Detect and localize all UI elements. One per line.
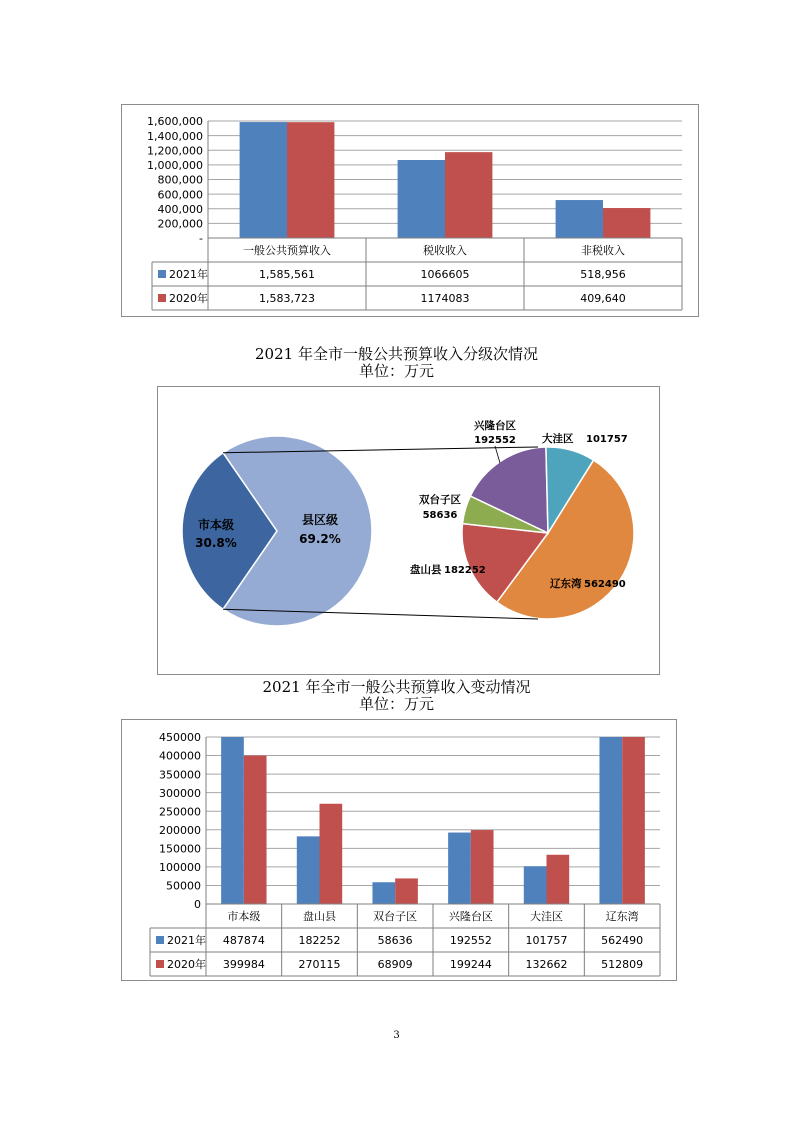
detail-value-dawa: 101757 xyxy=(586,434,628,445)
chart3-bar-2020 xyxy=(244,756,267,904)
detail-value-liaodongwan: 562490 xyxy=(584,579,626,590)
chart3-legend-label: 2021年 xyxy=(167,934,206,948)
chart1-category-label: 一般公共预算收入 xyxy=(243,244,331,258)
detail-label-liaodongwan: 辽东湾 xyxy=(550,578,582,590)
chart1-ytick-label: 400,000 xyxy=(157,202,203,216)
chart2-frame xyxy=(157,386,660,675)
chart3-legend-key-2020 xyxy=(156,960,164,968)
chart3-category-label: 市本级 xyxy=(227,910,261,924)
chart3-data-label: 199244 xyxy=(449,958,492,972)
chart3-data-label: 58636 xyxy=(377,934,413,948)
chart1-legend-key-2020 xyxy=(158,294,166,302)
chart3-bar-2020 xyxy=(622,737,645,904)
chart3-bar-2020 xyxy=(320,804,343,904)
chart3-data-label: 562490 xyxy=(601,934,644,948)
chart1-legend-label: 2021年 xyxy=(169,268,208,282)
chart3-category-label: 辽东湾 xyxy=(605,910,639,924)
chart3-data-label: 399984 xyxy=(222,958,265,972)
chart3-bar-2021 xyxy=(221,737,244,904)
chart3-bar-2020 xyxy=(471,830,494,904)
chart1-ytick-label: 800,000 xyxy=(157,173,203,187)
chart3-ytick-label: 450000 xyxy=(159,731,201,745)
chart1-bar-2021 xyxy=(556,200,603,238)
detail-value-panshan: 182252 xyxy=(444,565,486,576)
chart1-data-label: 409,640 xyxy=(580,292,626,306)
chart1-ytick-label: 1,200,000 xyxy=(147,144,203,158)
chart1-bar-2020 xyxy=(603,208,650,238)
chart3-data-label: 512809 xyxy=(601,958,644,972)
chart1-ytick-label: 600,000 xyxy=(157,188,203,202)
chart3-frame xyxy=(121,719,677,981)
chart3-legend-label: 2020年 xyxy=(167,958,206,972)
chart3-ytick-label: 50000 xyxy=(166,879,201,893)
detail-value-xinglongtai: 192552 xyxy=(474,435,516,446)
chart3-subtitle: 单位：万元 xyxy=(358,695,434,713)
pie-percent-shibenji: 30.8% xyxy=(195,536,237,550)
chart1-legend-label: 2020年 xyxy=(169,292,208,306)
chart1-frame xyxy=(121,104,699,317)
chart1-svg xyxy=(122,105,698,316)
chart2-svg xyxy=(158,387,659,674)
chart1-category-label: 非税收入 xyxy=(581,244,625,258)
chart3-ytick-label: 100000 xyxy=(159,861,201,875)
chart3-data-label: 192552 xyxy=(449,934,492,948)
chart1-bar-2021 xyxy=(398,160,445,238)
chart1-data-label: 518,956 xyxy=(580,268,626,282)
chart3-data-label: 182252 xyxy=(298,934,341,948)
chart1-bar-2020 xyxy=(287,122,334,238)
chart3-category-label: 大洼区 xyxy=(530,910,563,924)
chart2-title: 2021 年全市一般公共预算收入分级次情况 xyxy=(255,345,538,363)
detail-label-xinglongtai: 兴隆台区 xyxy=(474,420,516,432)
chart3-category-label: 兴隆台区 xyxy=(448,910,493,924)
page-number: 3 xyxy=(393,1030,400,1041)
chart1-ytick-label: 1,000,000 xyxy=(147,159,203,173)
chart3-svg xyxy=(122,720,676,980)
chart3-category-label: 盘山县 xyxy=(303,910,336,924)
detail-leader-xinglongtai xyxy=(495,446,500,463)
chart3-ytick-label: 150000 xyxy=(159,842,201,856)
chart1-ytick-label: 1,600,000 xyxy=(147,115,203,129)
chart3-bar-2021 xyxy=(372,882,395,904)
detail-label-dawa: 大洼区 xyxy=(542,433,574,445)
chart1-category-label: 税收收入 xyxy=(423,244,467,258)
chart3-data-label: 68909 xyxy=(377,958,413,972)
chart3-bar-2021 xyxy=(448,833,471,904)
chart1-ytick-label: 200,000 xyxy=(157,217,203,231)
chart3-ytick-label: 300000 xyxy=(159,786,201,800)
chart3-bar-2021 xyxy=(524,866,547,904)
chart3-data-label: 270115 xyxy=(298,958,341,972)
chart3-ytick-label: 400000 xyxy=(159,749,201,763)
pie-percent-xianquji: 69.2% xyxy=(299,532,341,546)
detail-value-shuangtaizi: 58636 xyxy=(422,510,458,521)
chart3-data-label: 101757 xyxy=(525,934,568,948)
chart3-bar-2021 xyxy=(599,737,622,904)
detail-label-shuangtaizi: 双台子区 xyxy=(419,494,461,506)
chart3-ytick-label: 200000 xyxy=(159,823,201,837)
chart3-bar-2021 xyxy=(297,836,320,904)
chart1-bar-2020 xyxy=(445,152,492,238)
chart1-legend-key-2021 xyxy=(158,270,166,278)
chart3-bar-2020 xyxy=(547,855,570,904)
chart3-category-label: 双台子区 xyxy=(373,910,418,924)
pie-label-xianquji: 县区级 xyxy=(301,513,339,527)
chart3-ytick-label: 0 xyxy=(194,898,201,912)
chart1-ytick-label: - xyxy=(199,232,203,246)
chart3-bar-2020 xyxy=(395,878,418,904)
detail-label-panshan: 盘山县 xyxy=(410,564,442,576)
chart3-ytick-label: 250000 xyxy=(159,805,201,819)
pie-label-shibenji: 市本级 xyxy=(197,518,235,532)
chart1-data-label: 1066605 xyxy=(420,268,470,282)
chart3-ytick-label: 350000 xyxy=(159,768,201,782)
chart3-legend-key-2021 xyxy=(156,936,164,944)
chart1-ytick-label: 1,400,000 xyxy=(147,129,203,143)
chart1-data-label: 1174083 xyxy=(420,292,470,306)
chart1-data-label: 1,585,561 xyxy=(259,268,315,282)
chart3-title: 2021 年全市一般公共预算收入变动情况 xyxy=(262,678,531,696)
chart1-data-label: 1,583,723 xyxy=(259,292,315,306)
chart3-data-label: 132662 xyxy=(525,958,568,972)
chart3-data-label: 487874 xyxy=(222,934,265,948)
chart2-subtitle: 单位：万元 xyxy=(358,362,434,380)
chart1-bar-2021 xyxy=(240,122,287,238)
